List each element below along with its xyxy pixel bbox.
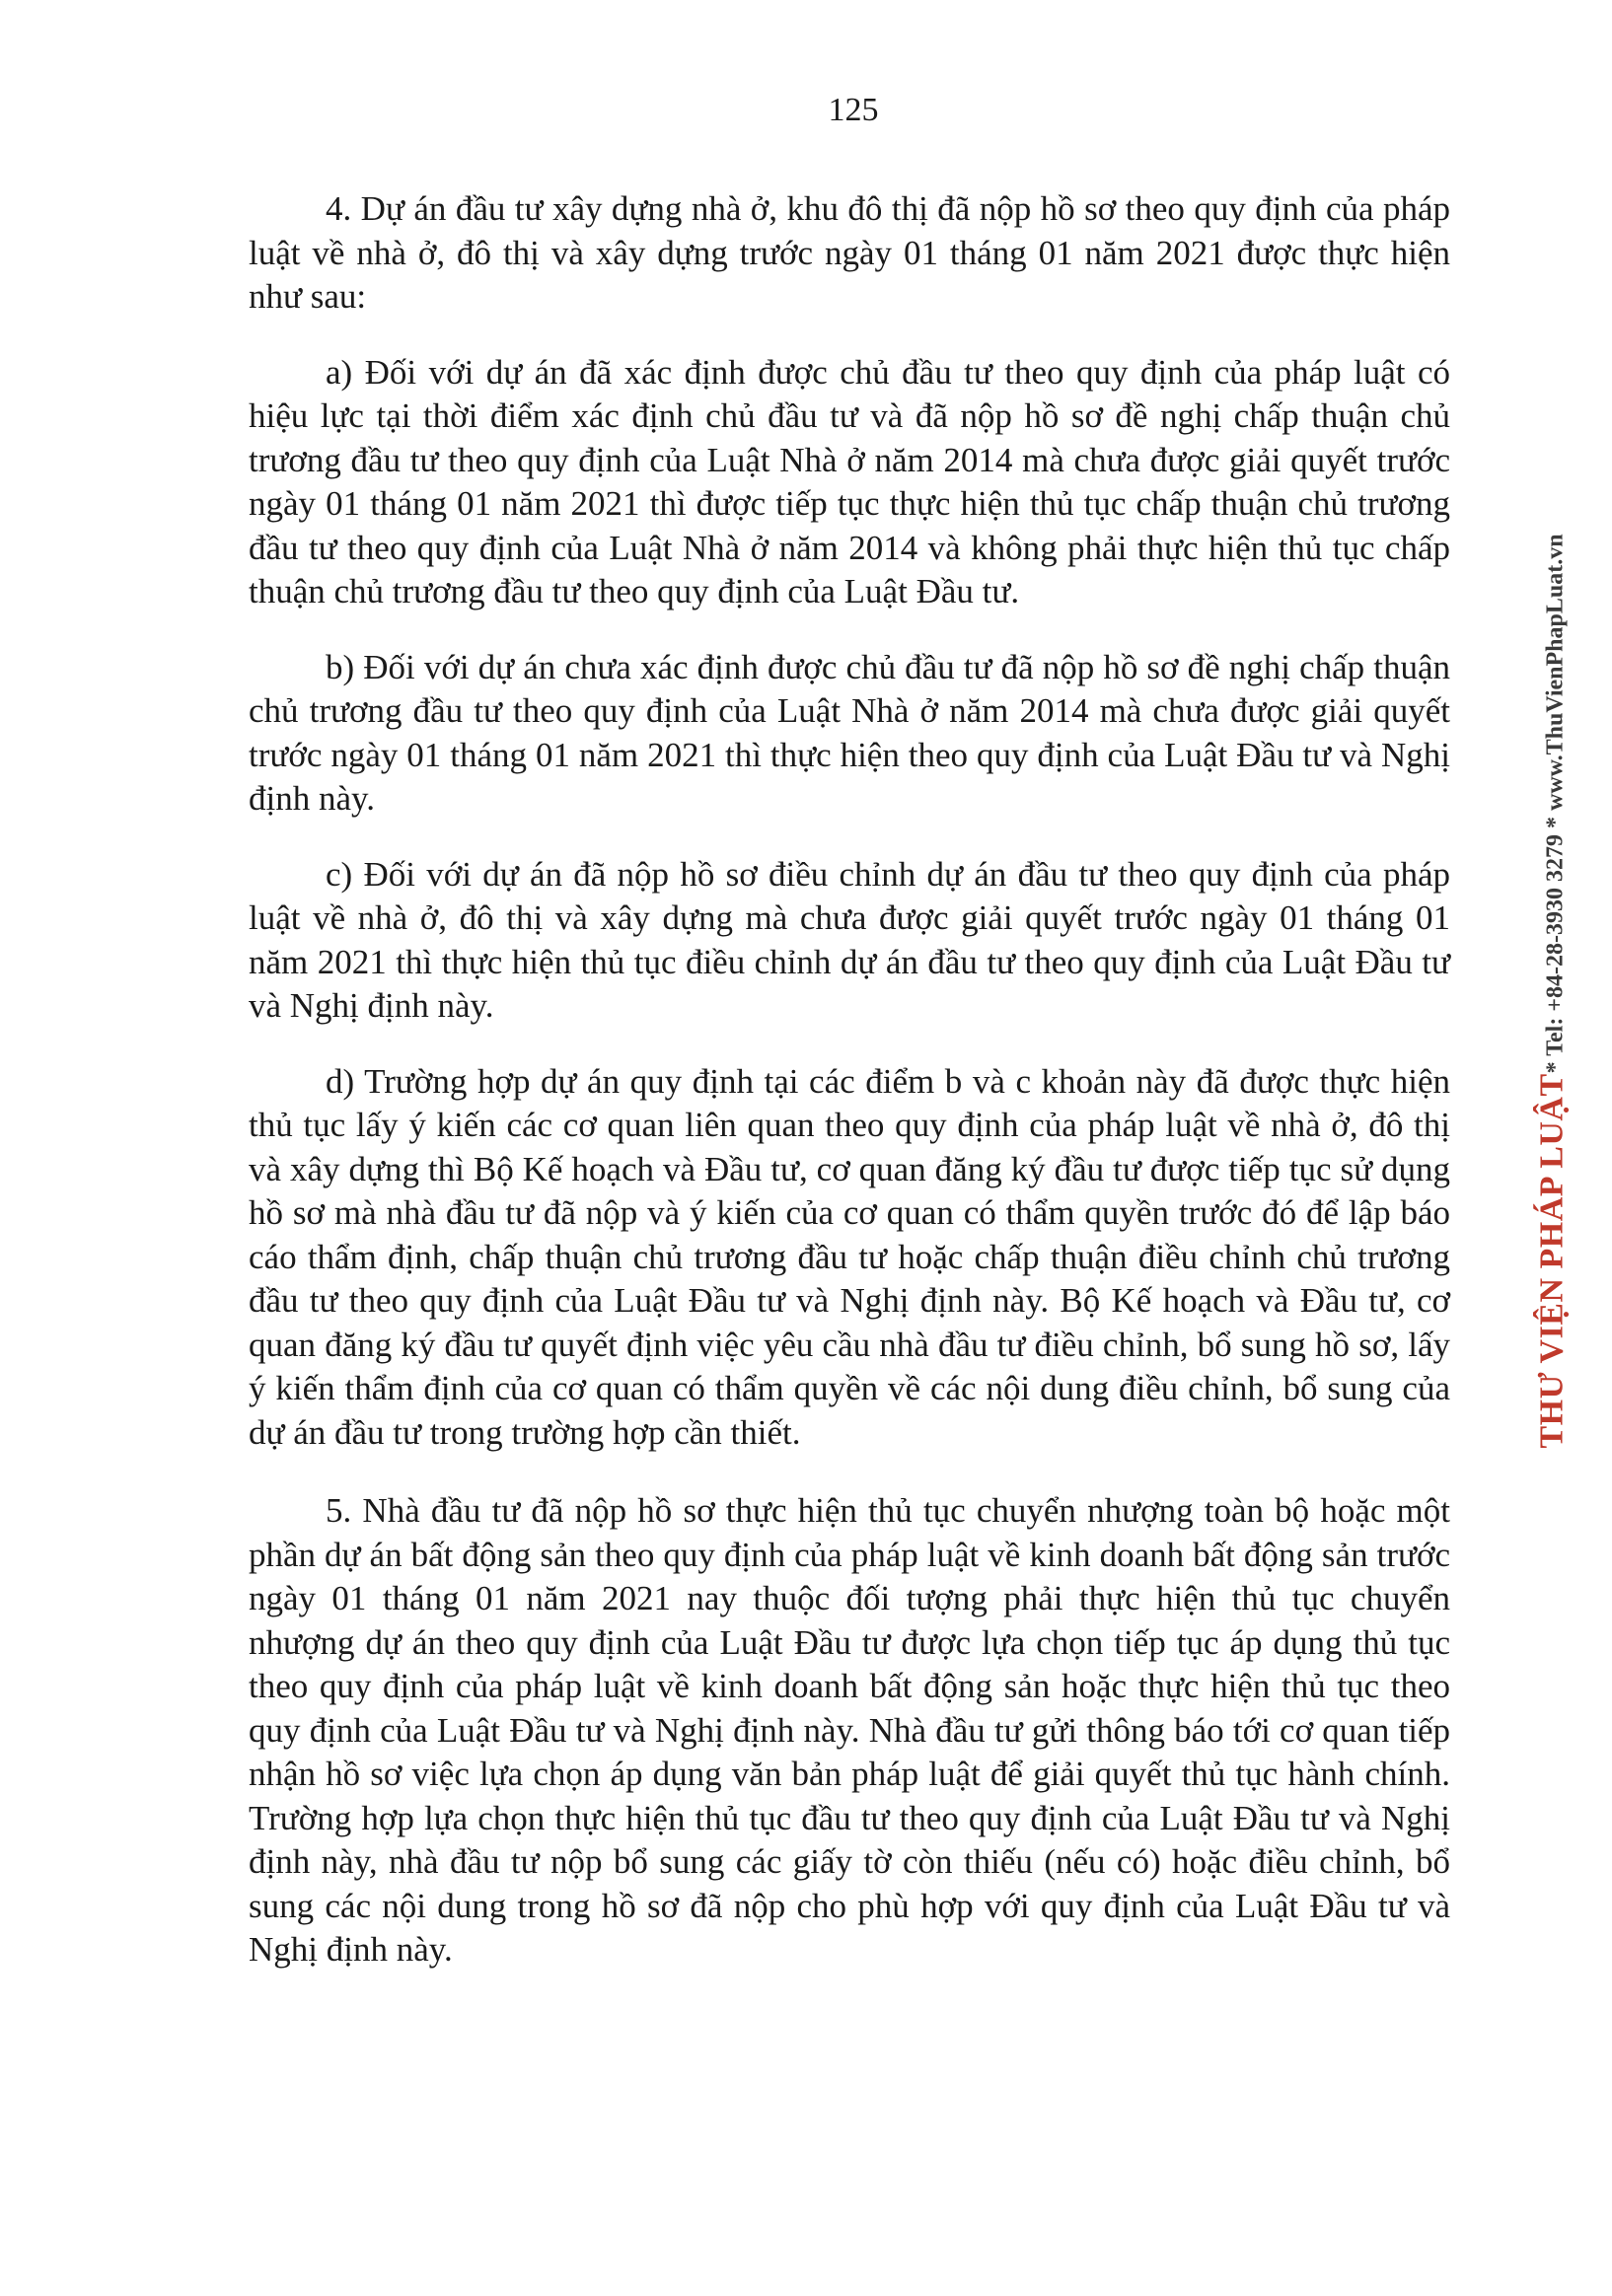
watermark-contact: * Tel: +84-28-3930 3279 * www.ThuVienPhapLuat.vn: [1542, 534, 1569, 1074]
paragraph-point-c: c) Đối với dự án đã nộp hồ sơ điều chỉnh dự án đầu tư theo quy định của pháp luật về nhà ở, đô thị và xây dựng mà chưa được giải quyết trước ngày 01 tháng 01 năm 2021 thì thực hiện thủ tục điều chỉnh dự án đầu tư theo quy định của Luật Đầu tư và Nghị định này.: [249, 854, 1450, 1025]
paragraph-clause-4: 4. Dự án đầu tư xây dựng nhà ở, khu đô thị đã nộp hồ sơ theo quy định của pháp luật về nhà ở, đô thị và xây dựng trước ngày 01 tháng 01 năm 2021 được thực hiện như sau:: [249, 189, 1450, 316]
paragraph-point-b: b) Đối với dự án chưa xác định được chủ đầu tư đã nộp hồ sơ đề nghị chấp thuận chủ trương đầu tư theo quy định của Luật Nhà ở năm 2014 mà chưa được giải quyết trước ngày 01 tháng 01 năm 2021 thì thực hiện theo quy định của Luật Đầu tư và Nghị định này.: [249, 647, 1450, 818]
page-number: 125: [828, 92, 879, 128]
watermark-brand: THƯ VIỆN PHÁP LUẬT: [1533, 1073, 1571, 1449]
paragraph-point-a: a) Đối với dự án đã xác định được chủ đầu tư theo quy định của pháp luật có hiệu lực tại thời điểm xác định chủ đầu tư và đã nộp hồ sơ đề nghị chấp thuận chủ trương đầu tư theo quy định của Luật Nhà ở năm 2014 mà chưa được giải quyết trước ngày 01 tháng 01 năm 2021 thì được tiếp tục thực hiện thủ tục chấp thuận chủ trương đầu tư theo quy định của Luật Nhà ở năm 2014 và không phải thực hiện thủ tục chấp thuận chủ trương đầu tư theo quy định của Luật Đầu tư.: [249, 352, 1450, 610]
document-body: [249, 187, 1450, 1973]
watermark: [1533, 534, 1571, 1449]
paragraph-point-d: d) Trường hợp dự án quy định tại các điểm b và c khoản này đã được thực hiện thủ tục lấy ý kiến các cơ quan liên quan theo quy định của pháp luật về nhà ở, đô thị và xây dựng thì Bộ Kế hoạch và Đầu tư, cơ quan đăng ký đầu tư được tiếp tục sử dụng hồ sơ mà nhà đầu tư đã nộp và ý kiến của cơ quan có thẩm quyền trước đó để lập báo cáo thẩm định, chấp thuận chủ trương đầu tư hoặc chấp thuận điều chỉnh chủ trương đầu tư theo quy định của Luật Đầu tư và Nghị định này. Bộ Kế hoạch và Đầu tư, cơ quan đăng ký đầu tư quyết định việc yêu cầu nhà đầu tư điều chỉnh, bổ sung hồ sơ, lấy ý kiến thẩm định của cơ quan có thẩm quyền về các nội dung điều chỉnh, bổ sung của dự án đầu tư trong trường hợp cần thiết.: [249, 1061, 1450, 1452]
paragraph-clause-5: 5. Nhà đầu tư đã nộp hồ sơ thực hiện thủ tục chuyển nhượng toàn bộ hoặc một phần dự án bất động sản theo quy định của pháp luật về kinh doanh bất động sản trước ngày 01 tháng 01 năm 2021 nay thuộc đối tượng phải thực hiện thủ tục chuyển nhượng dự án theo quy định của Luật Đầu tư được lựa chọn tiếp tục áp dụng thủ tục theo quy định của pháp luật về kinh doanh bất động sản hoặc thực hiện thủ tục theo quy định của Luật Đầu tư và Nghị định này. Nhà đầu tư gửi thông báo tới cơ quan tiếp nhận hồ sơ việc lựa chọn áp dụng văn bản pháp luật để giải quyết thủ tục hành chính. Trường hợp lựa chọn thực hiện thủ tục đầu tư theo quy định của Luật Đầu tư và Nghị định này, nhà đầu tư nộp bổ sung các giấy tờ còn thiếu (nếu có) hoặc điều chỉnh, bổ sung các nội dung trong hồ sơ đã nộp cho phù hợp với quy định của Luật Đầu tư và Nghị định này.: [249, 1491, 1450, 1969]
